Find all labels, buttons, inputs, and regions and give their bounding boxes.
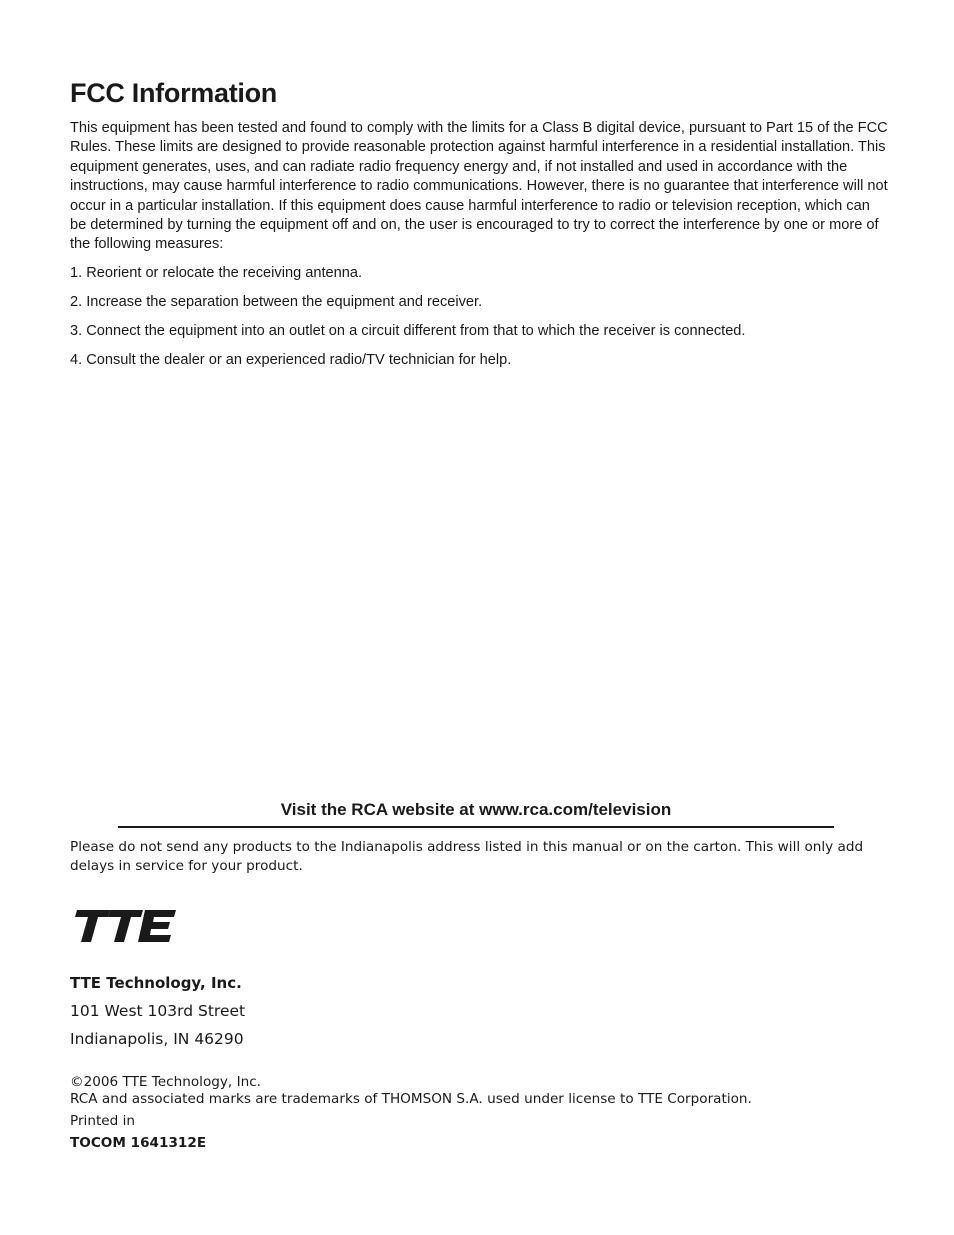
company-street: 101 West 103rd Street [70, 1002, 246, 1020]
fcc-measure-item: 4. Consult the dealer or an experienced radio/TV technician for help. [70, 352, 512, 368]
tte-logo-icon [68, 906, 178, 946]
fcc-body-paragraph: This equipment has been tested and found to comply with the limits for a Class B digital device, pursuant to Part 15 of the FCC Rules. These limits are designed to provide reasonable protection against harmful interference in a residential installation. This equipment generates, uses, and can radiate radio frequency energy and, if not installed and used in accordance with the instructions, may cause harmful interference to radio communications. However, there is no guarantee that interference will not occur in a particular installation. If this equipment does cause harmful interference to radio or television reception, which can be determined by turning the equipment off and on, the user is encouraged to try to correct the interference by one or more of the following measures: [70, 120, 888, 253]
fcc-measures-list [70, 264, 890, 380]
copyright-line: ©2006 TTE Technology, Inc. [70, 1074, 261, 1090]
tte-logo [68, 906, 178, 946]
document-code: TOCOM 1641312E [70, 1135, 207, 1151]
trademark-line: RCA and associated marks are trademarks of THOMSON S.A. used under license to TTE Corporation. [70, 1091, 752, 1107]
company-city: Indianapolis, IN 46290 [70, 1030, 244, 1048]
fcc-title: FCC Information [70, 78, 277, 108]
fcc-measure-item: 3. Connect the equipment into an outlet on a circuit different from that to which the receiver is connected. [70, 323, 746, 339]
fcc-measure-item: 2. Increase the separation between the equipment and receiver. [70, 294, 483, 310]
printed-in-line: Printed in [70, 1113, 135, 1129]
company-name: TTE Technology, Inc. [70, 974, 242, 992]
shipping-notice: Please do not send any products to the Indianapolis address listed in this manual or on the carton. This will only add delays in service for your product. [70, 839, 864, 874]
divider [118, 826, 834, 828]
website-banner: Visit the RCA website at www.rca.com/television [280, 800, 672, 819]
fcc-measure-item: 1. Reorient or relocate the receiving antenna. [70, 265, 363, 281]
